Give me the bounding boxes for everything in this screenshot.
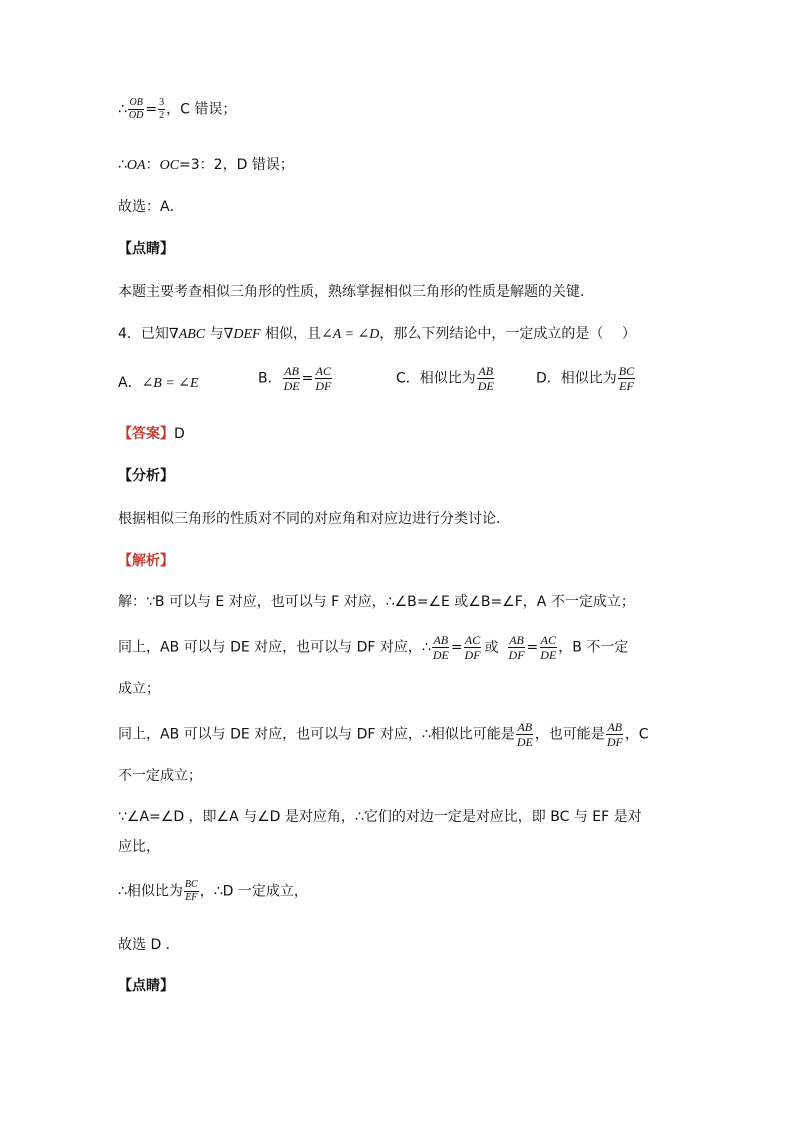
numerator: AC (315, 364, 332, 378)
denominator: DE (516, 735, 533, 749)
var-oc: OC (159, 158, 180, 173)
fraction-ac-df (464, 633, 482, 662)
option-text: ∠B = ∠E (141, 376, 199, 391)
solution-step-2-cont: 成立； (118, 681, 160, 697)
denominator: EF (185, 892, 198, 903)
denominator: DF (606, 735, 623, 749)
numerator: OB (129, 97, 143, 108)
option-d (536, 364, 636, 393)
fraction-ab-de (283, 364, 301, 393)
numerator: BC (618, 364, 635, 378)
question-prefix: 4．已知 (118, 326, 169, 342)
angle-condition: ∠A = ∠D (321, 327, 380, 342)
step-text: ∴相似比为 (118, 883, 183, 900)
equals-sign: = (145, 101, 158, 118)
answer-label: 【答案】 (118, 426, 174, 442)
denominator: EF (619, 379, 634, 393)
question-text: 与 (205, 326, 224, 342)
numerator: BC (184, 879, 198, 890)
solution-step-4-cont: 应比， (118, 839, 160, 855)
question-suffix: ，那么下列结论中，一定成立的是（ ） (379, 326, 636, 342)
step-text: ，C (624, 726, 649, 743)
denominator: DE (432, 648, 449, 662)
or-text: 或 (484, 639, 499, 656)
fraction-ab-df (606, 720, 624, 749)
option-b (258, 364, 333, 393)
solution-heading: 【解析】 (118, 553, 174, 569)
option-c (396, 364, 496, 393)
fraction-ac-de (539, 633, 557, 662)
solution-step-6: 故选 D ． (118, 937, 180, 953)
comment-text: 本题主要考查相似三角形的性质，熟练掌握相似三角形的性质是解题的关键． (118, 284, 594, 300)
equals-sign: = (526, 639, 539, 656)
therefore-symbol: ∴ (118, 101, 127, 118)
step-text: ，B 不一定 (558, 639, 629, 656)
denominator: OD (128, 110, 144, 121)
analysis-heading: 【分析】 (118, 468, 174, 484)
denominator: DE (477, 379, 494, 393)
fraction-ob-od (128, 97, 144, 122)
answer-value: D (174, 426, 185, 442)
option-label: C．相似比为 (396, 370, 476, 387)
numerator: AB (509, 633, 524, 647)
option-a (118, 373, 199, 394)
triangle-abc: ∇ABC (168, 327, 206, 342)
numerator: AB (433, 633, 449, 647)
option-label: D．相似比为 (536, 370, 617, 387)
step-text: 同上，AB 可以与 DE 对应，也可以与 DF 对应，∴ (118, 639, 431, 656)
solution-step-2 (118, 633, 628, 662)
solution-step-3 (118, 720, 649, 749)
solution-step-4: ∵∠A=∠D ，即∠A 与∠D 是对应角，∴它们的对边一定是对应比，即 BC 与 EF 是对 (118, 809, 642, 825)
numerator: AB (478, 364, 494, 378)
equals-sign: = (301, 370, 314, 387)
numerator: AC (464, 633, 481, 647)
colon: ： (145, 157, 160, 173)
line-text: ，C 错误； (166, 101, 237, 118)
numerator: AC (540, 633, 556, 647)
answer-line (118, 424, 185, 444)
fraction-bc-ef (184, 879, 199, 904)
question-text: 相似，且 (260, 326, 322, 342)
fraction-3-2 (158, 97, 165, 122)
denominator: DF (464, 648, 481, 662)
numerator: AB (517, 720, 533, 734)
therefore-symbol: ∴ (118, 157, 127, 173)
denominator: 2 (159, 110, 165, 121)
denominator: DE (540, 648, 557, 662)
question-4 (118, 324, 636, 345)
numerator: AB (607, 720, 623, 734)
fraction-ac-df (314, 364, 332, 393)
option-label: A． (118, 375, 142, 391)
var-oa: OA (126, 158, 146, 173)
solution-step-5 (118, 879, 308, 904)
step-text: ，∴D 一定成立， (199, 883, 308, 900)
line-choose-a: 故选：A． (118, 199, 184, 215)
solution-step-1: 解：∵B 可以与 E 对应，也可以与 F 对应，∴∠B=∠E 或∠B=∠F，A 不一定成立； (118, 594, 635, 610)
option-label: B． (258, 370, 282, 387)
heading-comment: 【点睛】 (118, 241, 174, 257)
numerator: AB (284, 364, 299, 378)
denominator: DF (508, 648, 525, 662)
fraction-ab-de (516, 720, 534, 749)
numerator: 3 (159, 97, 165, 108)
analysis-text: 根据相似三角形的性质对不同的对应角和对应边进行分类讨论． (118, 511, 510, 527)
line-oa-oc-ratio (118, 155, 294, 176)
step-text: ，也可能是 (534, 726, 605, 743)
line-ob-od-ratio (118, 97, 236, 122)
line-text: =3：2，D 错误； (179, 157, 294, 173)
solution-step-3-cont: 不一定成立； (118, 768, 202, 784)
denominator: DE (283, 379, 300, 393)
fraction-bc-ef (618, 364, 635, 393)
heading-comment-2: 【点睛】 (118, 978, 174, 994)
triangle-def: ∇DEF (223, 327, 261, 342)
step-text: 同上，AB 可以与 DE 对应，也可以与 DF 对应，∴相似比可能是 (118, 726, 515, 743)
fraction-ab-df (508, 633, 526, 662)
fraction-ab-de (432, 633, 450, 662)
fraction-ab-de (477, 364, 495, 393)
equals-sign: = (450, 639, 463, 656)
denominator: DF (315, 379, 332, 393)
